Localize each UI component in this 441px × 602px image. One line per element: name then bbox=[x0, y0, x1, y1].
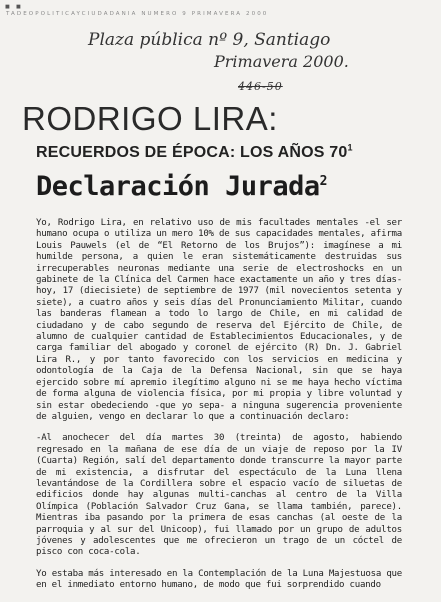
author-heading: RODRIGO LIRA: bbox=[22, 100, 278, 137]
body-paragraph: Yo estaba más interesado en la Contemplación de la Luna Majestuosa que en el inmediato entorno humano, de modo que fui sorprendido cuando bbox=[36, 568, 402, 591]
running-head: TADEOPOLITICAYCIUDADANÍA NÚMERO 9 PRIMAVERA 2000 bbox=[6, 11, 269, 17]
article-title bbox=[36, 171, 327, 202]
handwritten-citation-line2: Primavera 2000. bbox=[214, 52, 349, 71]
title-footnote-mark: 2 bbox=[319, 174, 327, 189]
subtitle-text: RECUERDOS DE ÉPOCA: LOS AÑOS 70 bbox=[36, 144, 348, 161]
subtitle-heading bbox=[36, 144, 353, 162]
handwritten-citation-line1: Plaza pública nº 9, Santiago bbox=[88, 30, 331, 50]
title-text: Declaración Jurada bbox=[36, 171, 320, 202]
corner-dots: ■ ■ bbox=[5, 2, 23, 11]
body-paragraph: -Al anochecer del día martes 30 (treinta) de agosto, habiendo regresado en la mañana de ese día de un viaje de reposo por la IV (Cuarta) Región, salí del departamento donde transcurre la mayor parte de mi existencia, a disfrutar del espectáculo de la Luna llena levantándose de la Cordillera sobre el espacio vacío de siluetas de edificios donde hay algunas multi-canchas al centro de la Villa Olímpica (Población Salvador Cruz Gana, se llama también, parece). Mientras iba pasando por la primera de esas canchas (al oeste de la parroquia y al sur del Unicoop), fui llamado por un grupo de adultos jóvenes y adolescentes que me ofrecieron un trago de un cóctel de pisco con coca-cola. bbox=[36, 433, 402, 558]
subtitle-footnote-mark: 1 bbox=[347, 142, 353, 153]
article-body bbox=[36, 218, 402, 602]
handwritten-catalog-number: 446-50 bbox=[238, 80, 283, 93]
body-paragraph: Yo, Rodrigo Lira, en relativo uso de mis facultades mentales -el ser humano ocupa o utiliza un mero 10% de sus capacidades mentales, afirma Louis Pauwels (el de “El Retorno de los Brujos”): imagínese a mi humilde persona, a quien le eran sistemáticamente destruidas sus irrecuperables neuronas mediante una serie de electroshocks en un gabinete de la Clínica del Carmen hace exactamente un año y tres días-hoy, 17 (diecisiete) de septiembre de 1977 (mil novecientos setenta y siete), a cuatro años y seis días del Pronunciamiento Militar, cuando las banderas flamean a todo lo largo de Chile, en mi calidad de ciudadano y de cabo segundo de reserva del Ejército de Chile, de alumno de cualquier cantidad de Establecimientos Educacionales, y de carga familiar del abogado y coronel de ejército (R) Dn. J. Gabriel Lira R., y por tanto favorecido con los servicios en medicina y odontología de la Caja de la Defensa Nacional, sin que se haya ejercido sobre mí apremio ilegítimo alguno ni se me haya hecho víctima de forma alguna de violencia física, por mi propia y libre voluntad y sin estar obedeciendo -que yo sepa- a ninguna sugerencia proveniente de alguien, vengo en declarar lo que a continuación declaro: bbox=[36, 218, 402, 422]
